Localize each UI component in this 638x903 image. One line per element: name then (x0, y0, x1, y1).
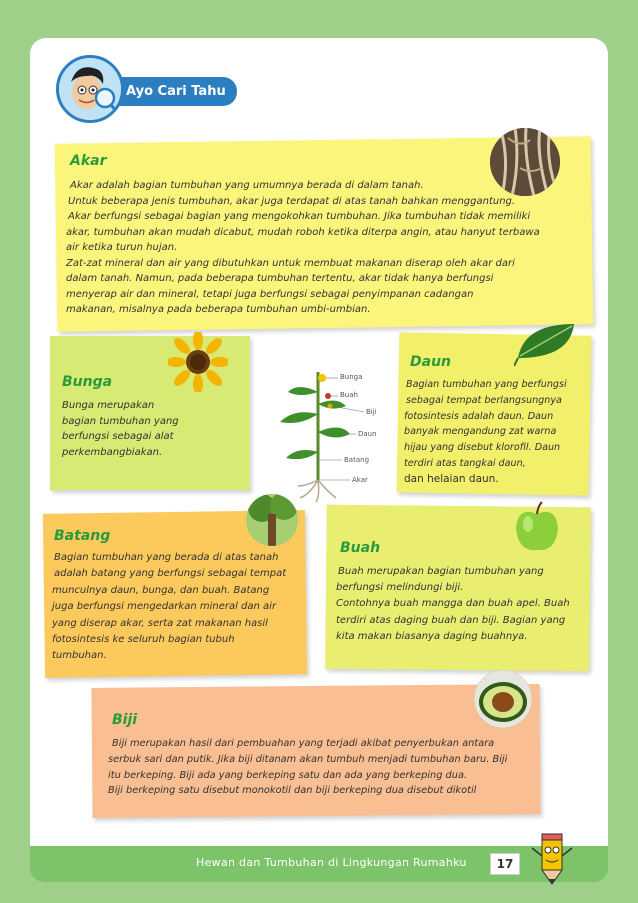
bunga-heading: Bunga (62, 374, 113, 390)
batang-line: juga berfungsi mengedarkan mineral dan air (52, 601, 277, 613)
biji-heading: Biji (112, 712, 138, 728)
daun-text (404, 377, 586, 488)
bunga-line: berfungsi sebagai alat (62, 431, 174, 442)
daun-heading: Daun (410, 354, 452, 370)
akar-line: makanan, misalnya pada beberapa tumbuhan umbi-umbian. (66, 304, 371, 315)
daun-line: fotosintesis adalah daun. Daun (404, 410, 554, 422)
akar-line: akar, tumbuhan akan mudah dicabut, mudah roboh ketika diterpa angin, atau hanyut terbawa (66, 226, 540, 238)
diagram-label-akar: Akar (352, 476, 368, 484)
batang-line: yang diserap akar, serta zat makanan hasil (52, 617, 268, 629)
boy-mascot-icon (56, 55, 124, 123)
daun-line: terdiri atas tangkai daun, (404, 457, 526, 469)
biji-line: itu berkeping. Biji ada yang berkeping satu dan ada yang berkeping dua. (108, 769, 468, 781)
batang-line: adalah batang yang berfungsi sebagai tempat (54, 568, 287, 580)
pencil-mascot-icon (530, 830, 574, 890)
akar-line: Zat-zat mineral dan air yang dibutuhkan untuk membuat makanan diserap oleh akar dari (66, 257, 515, 269)
sunflower-icon (168, 332, 228, 396)
akar-text (66, 178, 586, 318)
footer-title: Hewan dan Tumbuhan di Lingkungan Rumahku (196, 856, 467, 869)
page-number: 17 (490, 853, 520, 875)
akar-line: menyerap air dan mineral, tetapi juga berfungsi sebagai penyimpanan cadangan (66, 288, 474, 300)
biji-line: Biji merupakan hasil dari pembuahan yang terjadi akibat penyerbukan antara (112, 738, 495, 749)
daun-line: banyak mengandung zat warna (404, 426, 557, 438)
diagram-label-biji: Biji (366, 408, 377, 416)
bunga-line: perkembangbiakan. (62, 446, 163, 458)
akar-heading: Akar (70, 153, 107, 169)
diagram-label-bunga: Bunga (340, 373, 363, 381)
diagram-label-buah: Buah (340, 391, 358, 399)
diagram-label-batang: Batang (344, 456, 370, 464)
batang-line: Bagian tumbuhan yang berada di atas tanah (54, 552, 279, 563)
daun-line: Bagian tumbuhan yang berfungsi (406, 379, 567, 390)
akar-line: Akar adalah bagian tumbuhan yang umumnya berada di dalam tanah. (70, 180, 424, 191)
buah-line: berfungsi melindungi biji. (336, 582, 464, 594)
apple-icon (510, 500, 564, 558)
section-badge: Ayo Cari Tahu (94, 77, 237, 106)
batang-heading: Batang (54, 528, 111, 544)
bunga-line: bagian tumbuhan yang (62, 415, 179, 427)
daun-line: sebagai tempat berlangsungnya (406, 394, 562, 406)
biji-line: Biji berkeping satu disebut monokotil dan biji berkeping dua disebut dikotil (108, 785, 477, 797)
batang-line: munculnya daun, bunga, dan buah. Batang (52, 584, 270, 596)
tree-trunk-photo (246, 494, 298, 546)
akar-line: Untuk beberapa jenis tumbuhan, akar juga terdapat di atas tanah bahkan menggantung. (68, 195, 516, 207)
buah-line: kita makan biasanya daging buahnya. (336, 630, 528, 642)
buah-line: Contohnya buah mangga dan buah apel. Buah (336, 598, 570, 610)
batang-line: tumbuhan. (52, 650, 107, 662)
bunga-text (62, 398, 242, 460)
leaf-icon (514, 318, 580, 372)
diagram-label-daun: Daun (358, 430, 377, 438)
buah-heading: Buah (340, 540, 381, 556)
biji-line: serbuk sari dan putik. Jika biji ditanam akan tumbuh menjadi tumbuhan baru. Biji (108, 753, 508, 765)
bunga-line: Bunga merupakan (62, 400, 155, 411)
buah-line: terdiri atas daging buah dan biji. Bagian yang (336, 614, 566, 626)
akar-line: air ketika turun hujan. (66, 242, 178, 253)
buah-line: Buah merupakan bagian tumbuhan yang (338, 566, 544, 577)
avocado-photo (474, 670, 532, 728)
akar-line: Akar berfungsi sebagai bagian yang mengokohkan tumbuhan. Jika tumbuhan tidak memiliki (68, 211, 531, 222)
batang-text (52, 550, 302, 665)
daun-line: dan helaian daun. (404, 472, 499, 485)
batang-line: fotosintesis ke seluruh bagian tubuh (52, 634, 235, 646)
daun-line: hijau yang disebut klorofil. Daun (404, 442, 561, 454)
buah-text (336, 564, 586, 645)
biji-text (108, 736, 538, 799)
akar-line: dalam tanah. Namun, pada beberapa tumbuhan tertentu, akar tidak hanya berfungsi (66, 273, 494, 284)
